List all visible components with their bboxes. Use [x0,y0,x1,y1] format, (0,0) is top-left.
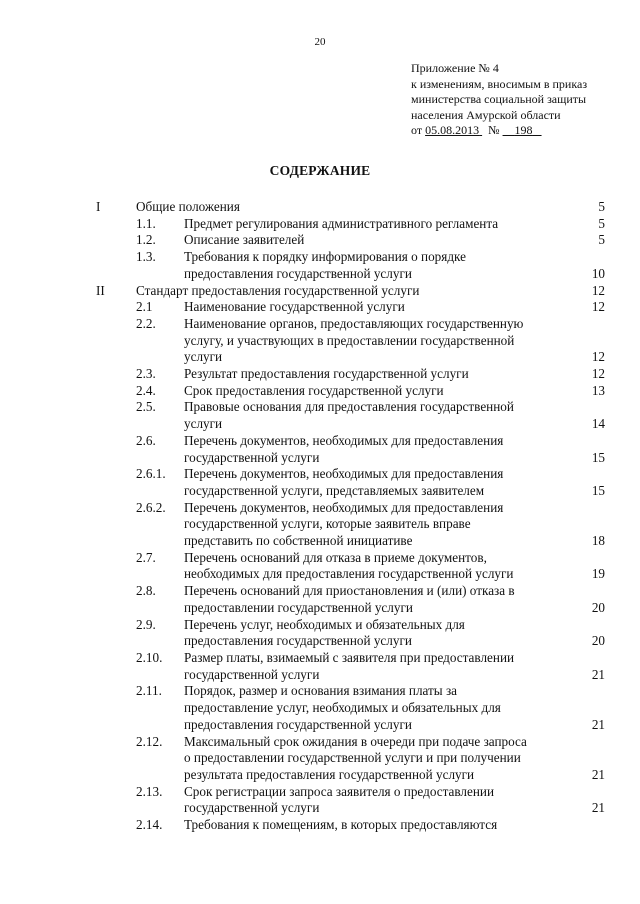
toc-item [0,734,640,784]
toc-item-number: 1.1. [136,215,156,231]
toc-item-title [184,466,569,499]
toc-page-number: 10 [591,265,605,281]
toc-section [0,283,640,300]
toc-item-title [184,650,569,683]
toc-title-line: предоставлении государственной услуги [184,599,413,615]
toc-title-line: Требования к порядку информирования о порядке [184,249,466,265]
toc-title-line: предоставления государственной услуги [184,716,412,732]
toc-title-line: Описание заявителей [184,232,305,248]
toc-item [0,232,640,249]
toc-roman-numeral: II [96,282,105,298]
toc-item [0,249,640,282]
toc-page-number: 21 [591,716,605,732]
toc-page-number: 15 [591,482,605,498]
toc-title-line: Общие положения [136,199,240,214]
toc-item-number: 2.12. [136,733,163,749]
toc-title-line: Срок предоставления государственной услуги [184,382,444,398]
toc-title-line: Стандарт предоставления государственной услуги [136,282,420,298]
toc-title-line: государственной услуги [184,666,320,682]
order-number: 198 [514,123,533,137]
toc-item-number: 2.9. [136,616,156,632]
toc-item-title [184,366,569,383]
page-number: 20 [314,36,326,48]
toc-page-number: 21 [591,666,605,682]
toc-item-number: 2.13. [136,783,163,799]
toc-page-number: 12 [591,299,605,315]
appendix-line-2: к изменениям, вносимым в приказ [411,76,588,91]
toc-item [0,650,640,683]
toc-item [0,583,640,616]
toc-page-number: 5 [598,199,605,214]
toc-item-number: 1.3. [136,249,156,265]
number-label: № [488,123,500,137]
toc-section [0,199,640,216]
toc-page-number: 19 [591,566,605,582]
toc-title-line: Максимальный срок ожидания в очереди при подаче запроса [184,733,527,749]
toc-item-number: 2.6.2. [136,499,166,515]
toc-title-line: Предмет регулирования административного регламента [184,215,499,231]
toc-title-line: Срок регистрации запроса заявителя о предоставлении [184,783,495,799]
toc-item-number: 2.6.1. [136,466,166,482]
toc-title-line: предоставления государственной услуги [184,265,412,281]
toc-item-title [184,383,569,400]
toc-item [0,216,640,233]
toc-item-title [136,199,576,216]
toc-item [0,683,640,733]
toc-item-title [136,283,576,300]
toc-title-line: государственной услуги, представляемых заявителем [184,482,485,498]
toc-title-line: государственной услуги [184,449,320,465]
toc-item-title [184,249,569,282]
toc-item-title [184,784,569,817]
toc-title-line: Размер платы, взимаемый с заявителя при предоставлении [184,649,515,665]
from-label: от [411,123,423,137]
toc-item [0,399,640,432]
toc-page-number: 12 [591,349,605,365]
toc-title-line: Наименование органов, предоставляющих государственную [184,315,524,331]
toc-title-line: Перечень документов, необходимых для предоставления [184,466,504,482]
toc-page-number: 14 [591,416,605,432]
toc-title-line: услуги [184,416,223,432]
toc-item [0,383,640,400]
toc-page-number: 13 [591,382,605,398]
toc-item-title [184,817,569,834]
toc-title-line: Перечень оснований для отказа в приеме документов, [184,549,487,565]
toc-title-line: Правовые основания для предоставления государственной [184,399,514,415]
toc-item-title [184,500,569,550]
toc-title-line: о предоставлении государственной услуги и при получении [184,750,521,766]
toc-item-title [184,232,569,249]
toc-title-line: результата предоставления государственной услуги [184,766,475,782]
toc-title-line: Перечень оснований для приостановления и (или) отказа в [184,583,515,599]
toc-item-title [184,583,569,616]
toc-title-line: Порядок, размер и основания взимания платы за [184,683,458,699]
toc-title-line: предоставление услуг, необходимых и обязательных для [184,700,501,716]
toc-item [0,500,640,550]
appendix-date-line [411,123,626,139]
toc-item [0,466,640,499]
toc-page-number: 18 [591,533,605,549]
toc-roman-numeral: I [96,199,101,214]
toc-item-number: 2.11. [136,683,162,699]
toc-item [0,299,640,316]
appendix-line-1: Приложение № 4 [411,61,499,75]
toc-title-line: Результат предоставления государственной услуги [184,366,469,382]
toc-item-title [184,299,569,316]
toc-item [0,366,640,383]
toc-item-title [184,316,569,366]
toc-title-line: услуги [184,349,223,365]
toc-title-line: предоставления государственной услуги [184,633,412,649]
toc-item [0,316,640,366]
toc-title-line: услугу, и участвующих в предоставлении государственной [184,332,515,348]
toc-item-number: 2.10. [136,649,163,665]
table-of-contents [0,199,640,834]
toc-item-number: 2.3. [136,366,156,382]
toc-page-number: 12 [591,282,605,298]
toc-title-line: представить по собственной инициативе [184,533,413,549]
toc-item-title [184,550,569,583]
page-title: СОДЕРЖАНИЕ [269,163,371,178]
toc-title-line: Наименование государственной услуги [184,299,405,315]
toc-item-number: 2.6. [136,432,156,448]
toc-item-title [184,734,569,784]
toc-title-line: необходимых для предоставления государственной услуги [184,566,514,582]
toc-item-title [184,399,569,432]
toc-item-number: 2.1 [136,299,153,315]
toc-item-title [184,433,569,466]
toc-page-number: 21 [591,800,605,816]
appendix-line-4: населения Амурской области [411,107,561,122]
toc-item-number: 2.5. [136,399,156,415]
toc-item [0,817,640,834]
toc-page-number: 5 [598,232,605,248]
toc-title-line: Перечень документов, необходимых для предоставления [184,499,504,515]
toc-item [0,550,640,583]
toc-item-number: 2.8. [136,583,156,599]
toc-title-line: Требования к помещениям, в которых предоставляются [184,817,498,833]
toc-item-number: 2.7. [136,549,156,565]
toc-title-line: государственной услуги, которые заявитель вправе [184,516,471,532]
toc-page-number: 20 [591,633,605,649]
toc-item-title [184,216,569,233]
order-date: 05.08.2013 [425,123,480,137]
toc-item-number: 1.2. [136,232,156,248]
toc-page-number: 21 [591,766,605,782]
toc-item-number: 2.14. [136,817,163,833]
toc-page-number: 5 [598,215,605,231]
toc-item-title [184,683,569,733]
toc-item-title [184,617,569,650]
toc-page-number: 12 [591,366,605,382]
toc-page-number: 15 [591,449,605,465]
toc-title-line: государственной услуги [184,800,320,816]
appendix-block [411,61,626,139]
toc-item-number: 2.4. [136,382,156,398]
toc-title-line: Перечень документов, необходимых для предоставления [184,432,504,448]
toc-item-number: 2.2. [136,315,156,331]
toc-item [0,617,640,650]
toc-item [0,784,640,817]
toc-title-line: Перечень услуг, необходимых и обязательных для [184,616,465,632]
toc-page-number: 20 [591,599,605,615]
appendix-line-3: министерства социальной защиты [411,92,587,106]
toc-item [0,433,640,466]
